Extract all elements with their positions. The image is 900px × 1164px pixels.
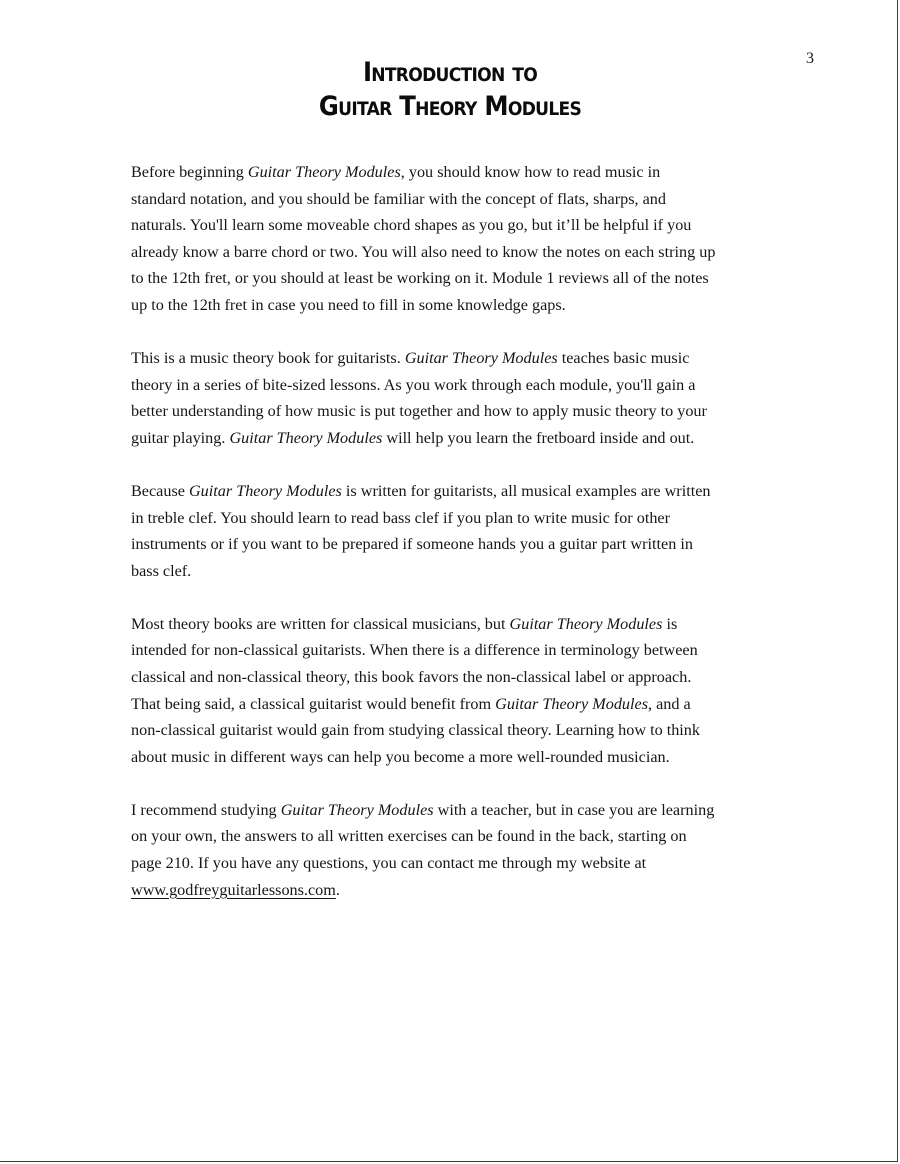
page-title-line-2: Guitar Theory Modules — [318, 91, 582, 122]
paragraph-contact: I recommend studying Guitar Theory Modules with a teacher, but in case you are learning on your own, the answers to all written exercises can be found in the back, starting on page 210. If you have any questions, you can contact me through my website at www.godfreyguitarlessons.com. — [131, 800, 715, 899]
book-title-ref: Guitar Theory Modules — [509, 614, 663, 633]
book-title-ref: Guitar Theory Modules — [280, 800, 434, 819]
page-number: 3 — [806, 50, 814, 67]
book-title-ref: Guitar Theory Modules — [188, 481, 342, 500]
body-text — [131, 159, 791, 930]
book-title-ref: Guitar Theory Modules — [229, 428, 383, 447]
paragraph-about-book: This is a music theory book for guitarists. Guitar Theory Modules teaches basic music theory in a series of bite-sized lessons. As you work through each module, you'll gain a better understanding of how music is put together and how to apply music theory to your guitar playing. Guitar Theory Modules will help you learn the fretboard inside and out. — [131, 349, 707, 447]
page-title-line-1: Introduction to — [362, 57, 538, 88]
book-title-ref: Guitar Theory Modules — [247, 163, 401, 181]
paragraph-treble-clef: Because Guitar Theory Modules is written for guitarists, all musical examples are written in treble clef. You should learn to read bass clef if you plan to write music for other instruments or if you want to be prepared if someone hands you a guitar part written in bass clef. — [131, 481, 711, 580]
book-title-ref: Guitar Theory Modules — [404, 349, 558, 368]
paragraph-classical-vs-nonclassical: Most theory books are written for classical musicians, but Guitar Theory Modules is intended for non-classical guitarists. When there is a difference in terminology between classical and non-classical theory, this book favors the non-classical label or approach. That being said, a classical guitarist would benefit from Guitar Theory Modules, and a non-classical guitarist would gain from studying classical theory. Learning how to think about music in different ways can help you become a more well-rounded musician. — [131, 614, 700, 766]
paragraph-prerequisites: Before beginning Guitar Theory Modules, you should know how to read music in standard notation, and you should be familiar with the concept of flats, sharps, and naturals. You'll learn some moveable chord shapes as you go, but it’ll be helpful if you already know a barre chord or two. You will also need to know the notes on each string up to the 12th fret, or you should at least be working on it. Module 1 reviews all of the notes up to the 12th fret in case you need to fill in some knowledge gaps. — [131, 163, 716, 314]
page-title — [45, 56, 855, 124]
book-title-ref: Guitar Theory Modules — [495, 694, 648, 713]
website-link[interactable]: www.godfreyguitarlessons.com — [131, 880, 336, 899]
